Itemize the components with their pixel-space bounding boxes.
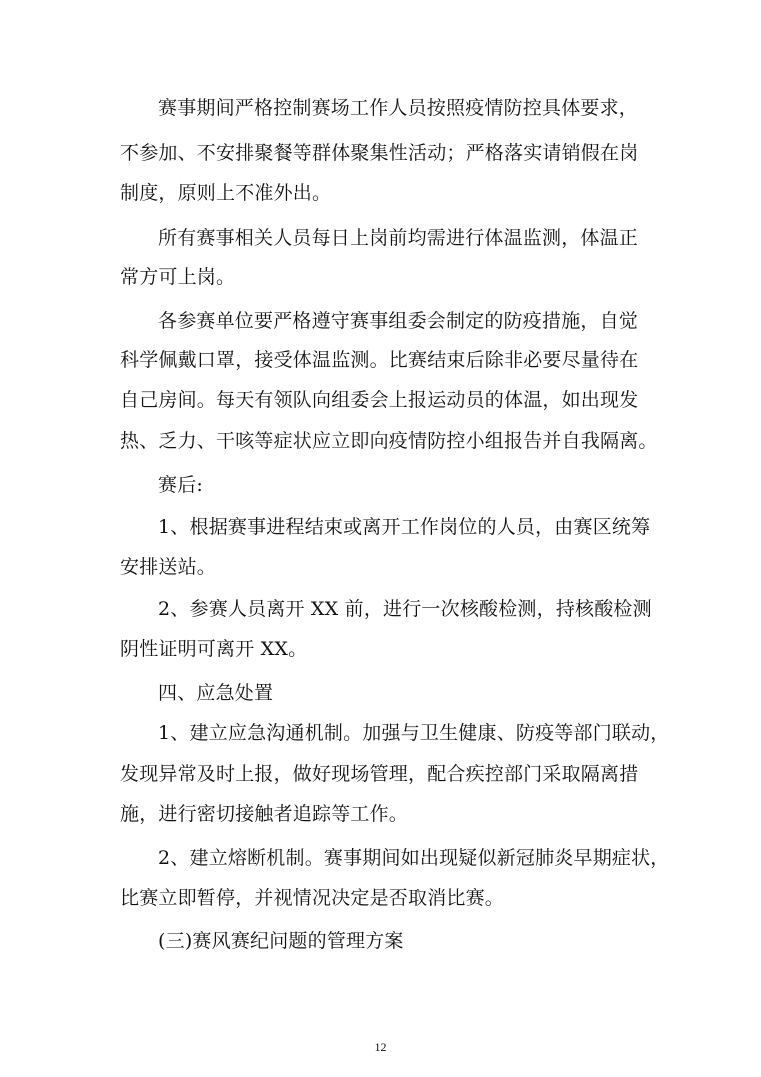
- text-line: 比赛立即暂停，并视情况决定是否取消比赛。: [120, 887, 505, 909]
- text-line: 自己房间。每天有领队向组委会上报运动员的体温，如出现发: [120, 389, 639, 411]
- section-heading: 四、应急处置: [158, 682, 274, 704]
- page-number: 12: [374, 1040, 387, 1054]
- text-line: 2、参赛人员离开 XX 前，进行一次核酸检测，持核酸检测: [158, 598, 652, 620]
- text-line: 热、乏力、干咳等症状应立即向疫情防控小组报告并自我隔离。: [120, 430, 658, 452]
- text-line: 赛事期间严格控制赛场工作人员按照疫情防控具体要求，: [158, 97, 639, 119]
- text-line: 阴性证明可离开 XX。: [120, 638, 308, 660]
- text-line: 常方可上岗。: [120, 266, 236, 288]
- text-line: 科学佩戴口罩，接受体温监测。比赛结束后除非必要尽量待在: [120, 349, 639, 371]
- text-line: 施，进行密切接触者追踪等工作。: [120, 803, 409, 825]
- section-heading: (三)赛风赛纪问题的管理方案: [158, 930, 404, 952]
- text-line: 1、建立应急沟通机制。加强与卫生健康、防疫等部门联动，: [158, 722, 670, 744]
- text-line: 各参赛单位要严格遵守赛事组委会制定的防疫措施，自觉: [158, 310, 639, 332]
- text-line: 1、根据赛事进程结束或离开工作岗位的人员，由赛区统筹: [158, 516, 651, 538]
- text-line: 不参加、不安排聚餐等群体聚集性活动；严格落实请销假在岗: [120, 142, 639, 164]
- text-line: 发现异常及时上报，做好现场管理，配合疾控部门采取隔离措: [120, 763, 639, 785]
- text-line: 制度，原则上不准外出。: [120, 182, 332, 204]
- text-line: 2、建立熔断机制。赛事期间如出现疑似新冠肺炎早期症状，: [158, 847, 670, 869]
- text-line: 安排送站。: [120, 556, 217, 578]
- text-line: 赛后:: [158, 474, 204, 496]
- text-line: 所有赛事相关人员每日上岗前均需进行体温监测，体温正: [158, 227, 639, 249]
